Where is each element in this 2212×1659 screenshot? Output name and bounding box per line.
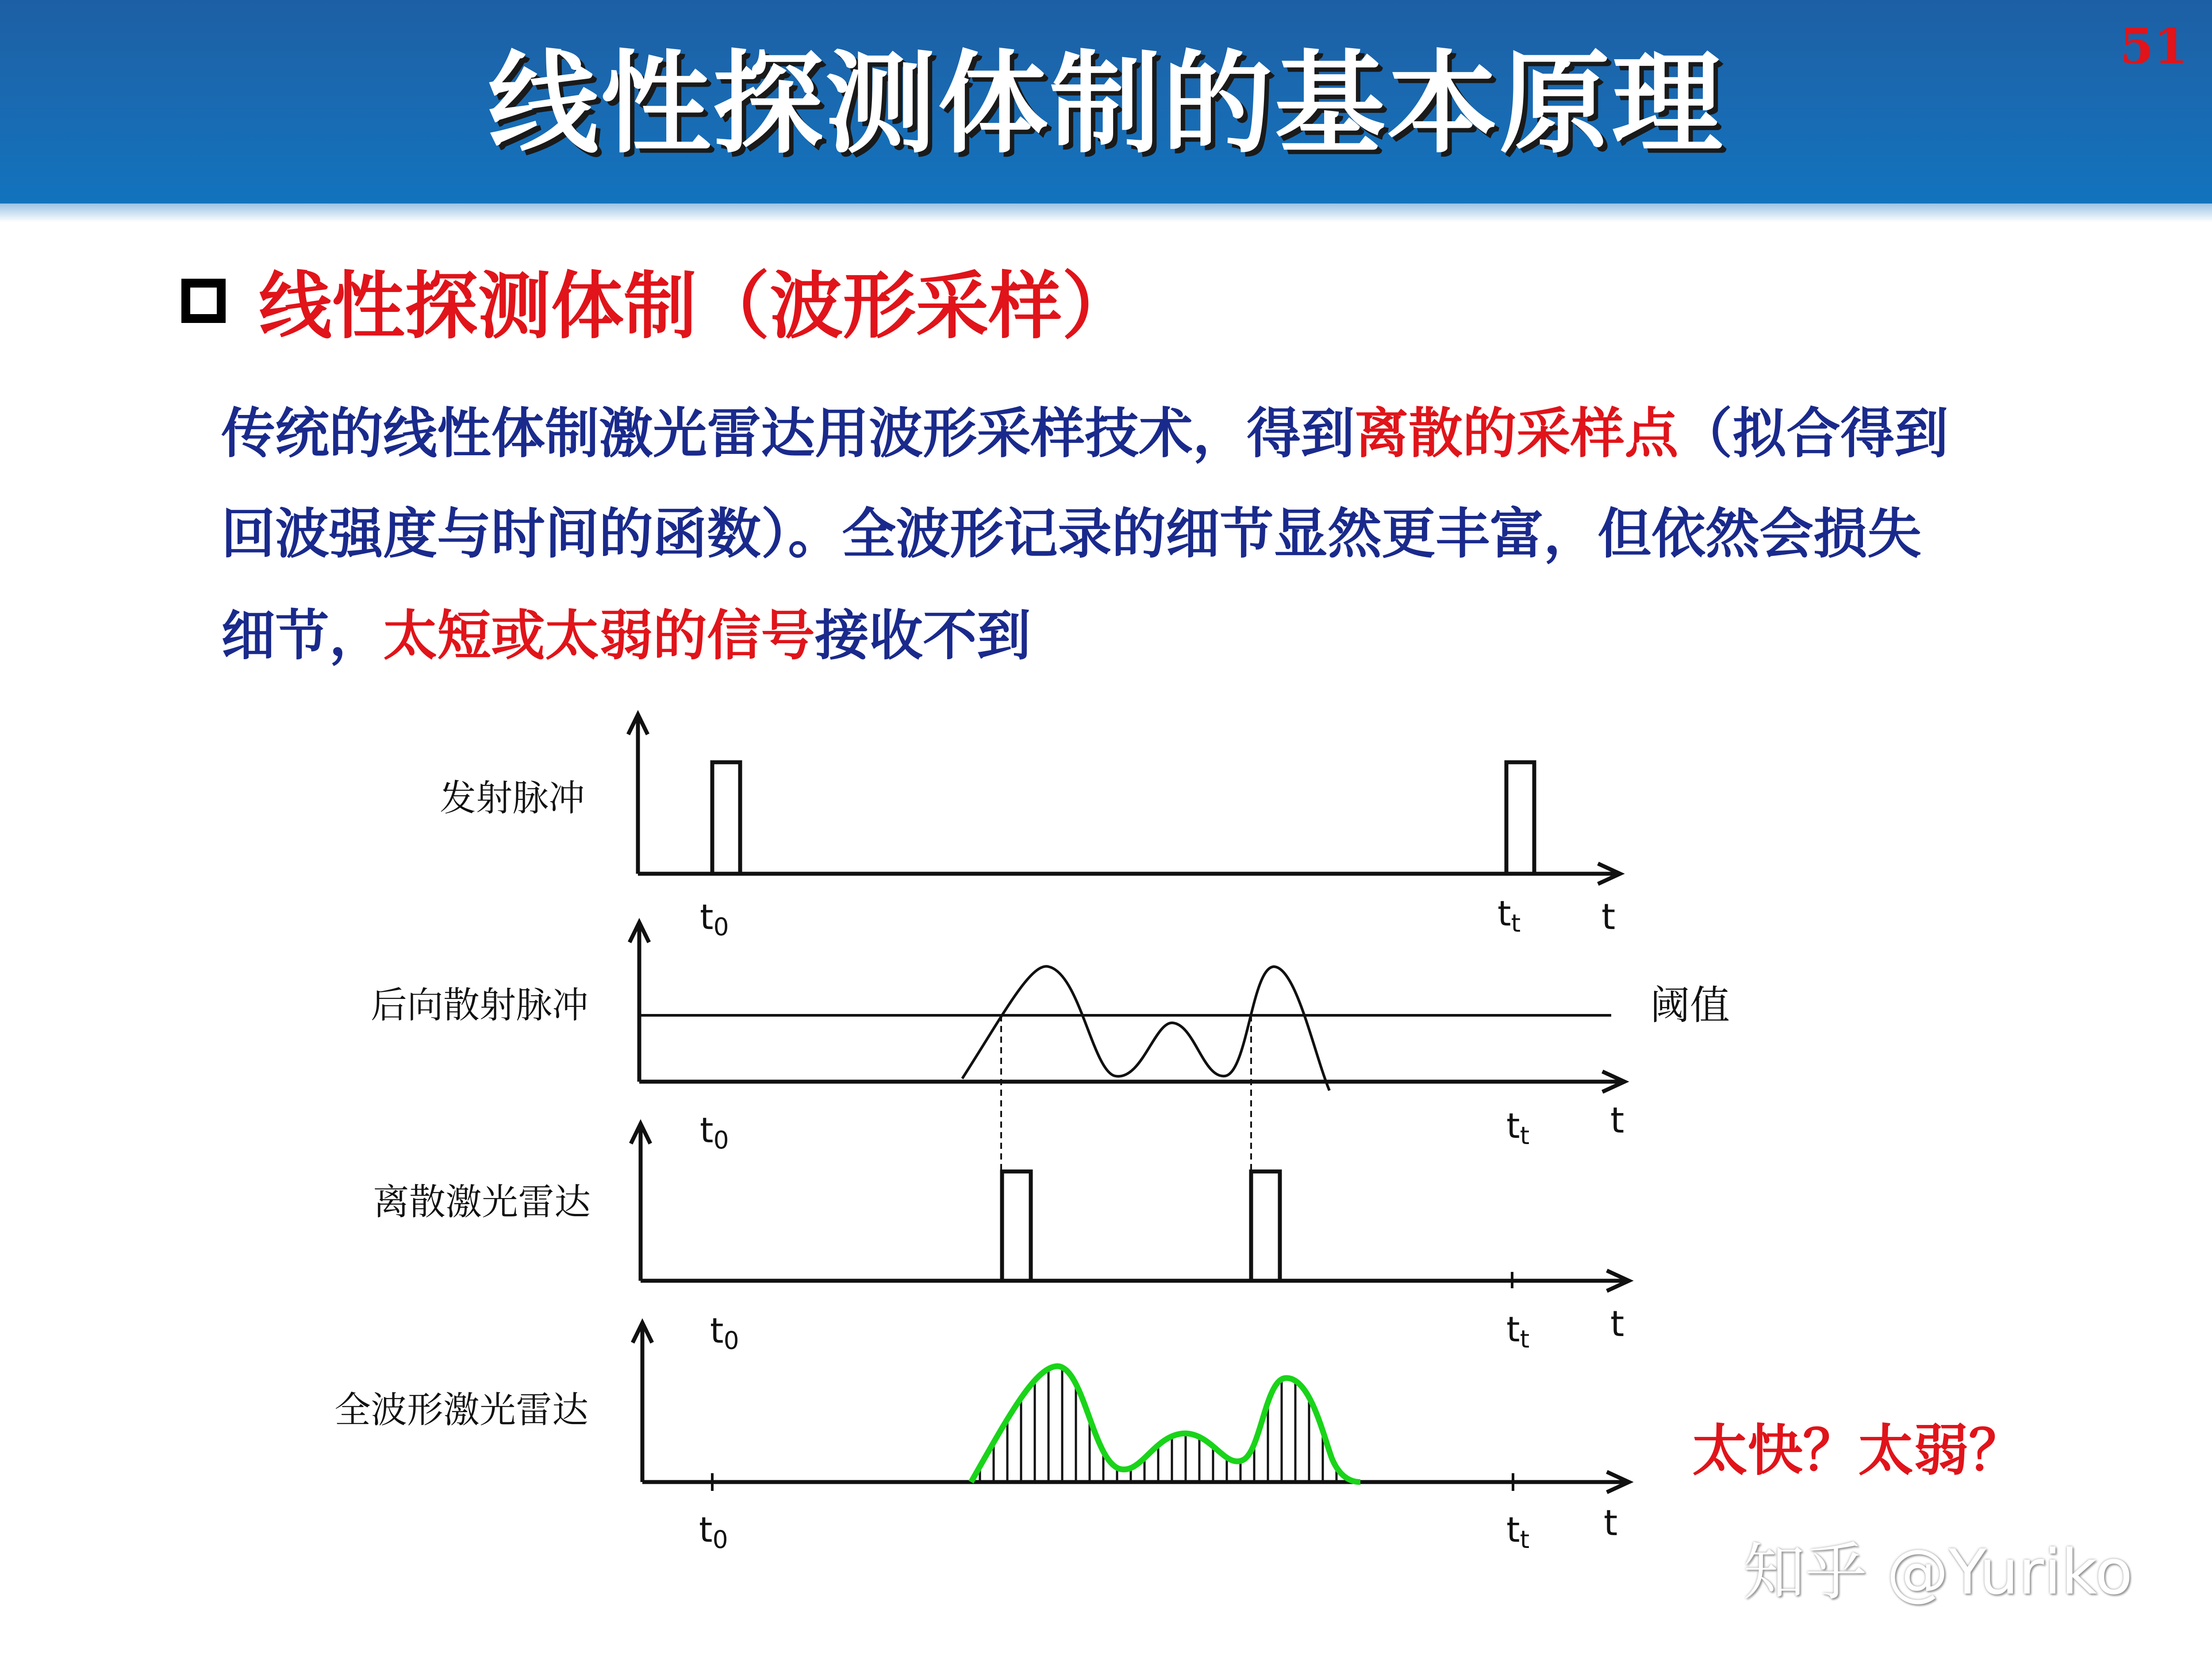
panel-backscatter-pulse	[630, 922, 1624, 1281]
title-banner-stripe	[0, 204, 2212, 222]
threshold-label: 阈值	[1650, 982, 1730, 1029]
tick-main: t	[700, 898, 714, 937]
paragraph-text: 传统的线性体制激光雷达用波形采样技术，得到	[221, 402, 1355, 465]
tick-label-tt	[1506, 1510, 1529, 1554]
tick-main: t	[700, 1111, 714, 1151]
tick-sub: 0	[713, 913, 729, 941]
panel-label: 离散激光雷达	[373, 1181, 591, 1223]
tick-label-tt	[1506, 1106, 1529, 1150]
waveform-sample-bars	[980, 1370, 1336, 1482]
panel-emitted-pulse	[628, 714, 1620, 884]
axis-label: t	[1601, 896, 1616, 937]
tick-main: t	[710, 1311, 724, 1351]
tick-label-tt	[1498, 894, 1521, 937]
tick-main: t	[1498, 894, 1511, 934]
tick-sub: t	[1520, 1525, 1530, 1554]
tick-sub: t	[1511, 909, 1521, 937]
tick-main: t	[699, 1510, 713, 1550]
tick-label-t0	[700, 898, 729, 941]
slide-title: 线性探测体制的基本原理	[488, 39, 1724, 168]
tick-main: t	[1506, 1310, 1520, 1350]
panel-label: 后向散射脉冲	[370, 984, 588, 1026]
tick-sub: 0	[713, 1126, 729, 1154]
axis-label: t	[1604, 1502, 1618, 1544]
axis-label: t	[1610, 1303, 1624, 1344]
fitted-waveform-curve	[971, 1366, 1360, 1482]
backscatter-waveform	[962, 966, 1329, 1091]
emitted-pulse	[712, 762, 740, 874]
tick-label-tt	[1506, 1310, 1529, 1353]
lidar-timing-diagram	[0, 664, 2212, 1659]
axis-label: t	[1610, 1100, 1624, 1141]
tick-sub: t	[1520, 1121, 1530, 1150]
tick-label-t0	[710, 1311, 739, 1355]
paragraph-text: （拟合得到	[1678, 402, 1948, 465]
tick-label-t0	[700, 1111, 729, 1154]
tick-label-t0	[699, 1510, 728, 1554]
section-title: 线性探测体制（波形采样）	[259, 264, 1135, 349]
panel-label: 全波形激光雷达	[334, 1389, 588, 1431]
paragraph-line-1	[221, 400, 1948, 467]
paragraph-line-2	[221, 501, 1921, 567]
emitted-pulse	[1506, 762, 1534, 874]
tick-sub: 0	[723, 1326, 739, 1355]
tick-main: t	[1506, 1106, 1520, 1146]
panel-discrete-lidar	[631, 1124, 1629, 1291]
paragraph-text: 细节，	[221, 604, 383, 667]
callout-question: 太快？太弱？	[1692, 1419, 2024, 1483]
paragraph-text: 回波强度与时间的函数）。全波形记录的细节显然更丰富，但依然会损失	[221, 503, 1921, 565]
paragraph-highlight: 太短或太弱的信号	[383, 604, 815, 667]
panel-full-waveform-lidar	[633, 1323, 1629, 1492]
section-bullet-square-icon	[181, 279, 226, 323]
discrete-return-pulse	[1251, 1171, 1280, 1281]
panel-label: 发射脉冲	[439, 777, 585, 819]
discrete-return-pulse	[1002, 1171, 1031, 1281]
page-number: 51	[2120, 18, 2188, 75]
paragraph-line-3	[221, 603, 1031, 669]
paragraph-text: 接收不到	[815, 604, 1031, 667]
tick-sub: t	[1520, 1325, 1530, 1353]
paragraph-highlight: 离散的采样点	[1355, 402, 1678, 465]
tick-main: t	[1506, 1510, 1520, 1550]
watermark: 知乎 @Yuriko	[1743, 1536, 2133, 1609]
tick-sub: 0	[712, 1525, 728, 1554]
